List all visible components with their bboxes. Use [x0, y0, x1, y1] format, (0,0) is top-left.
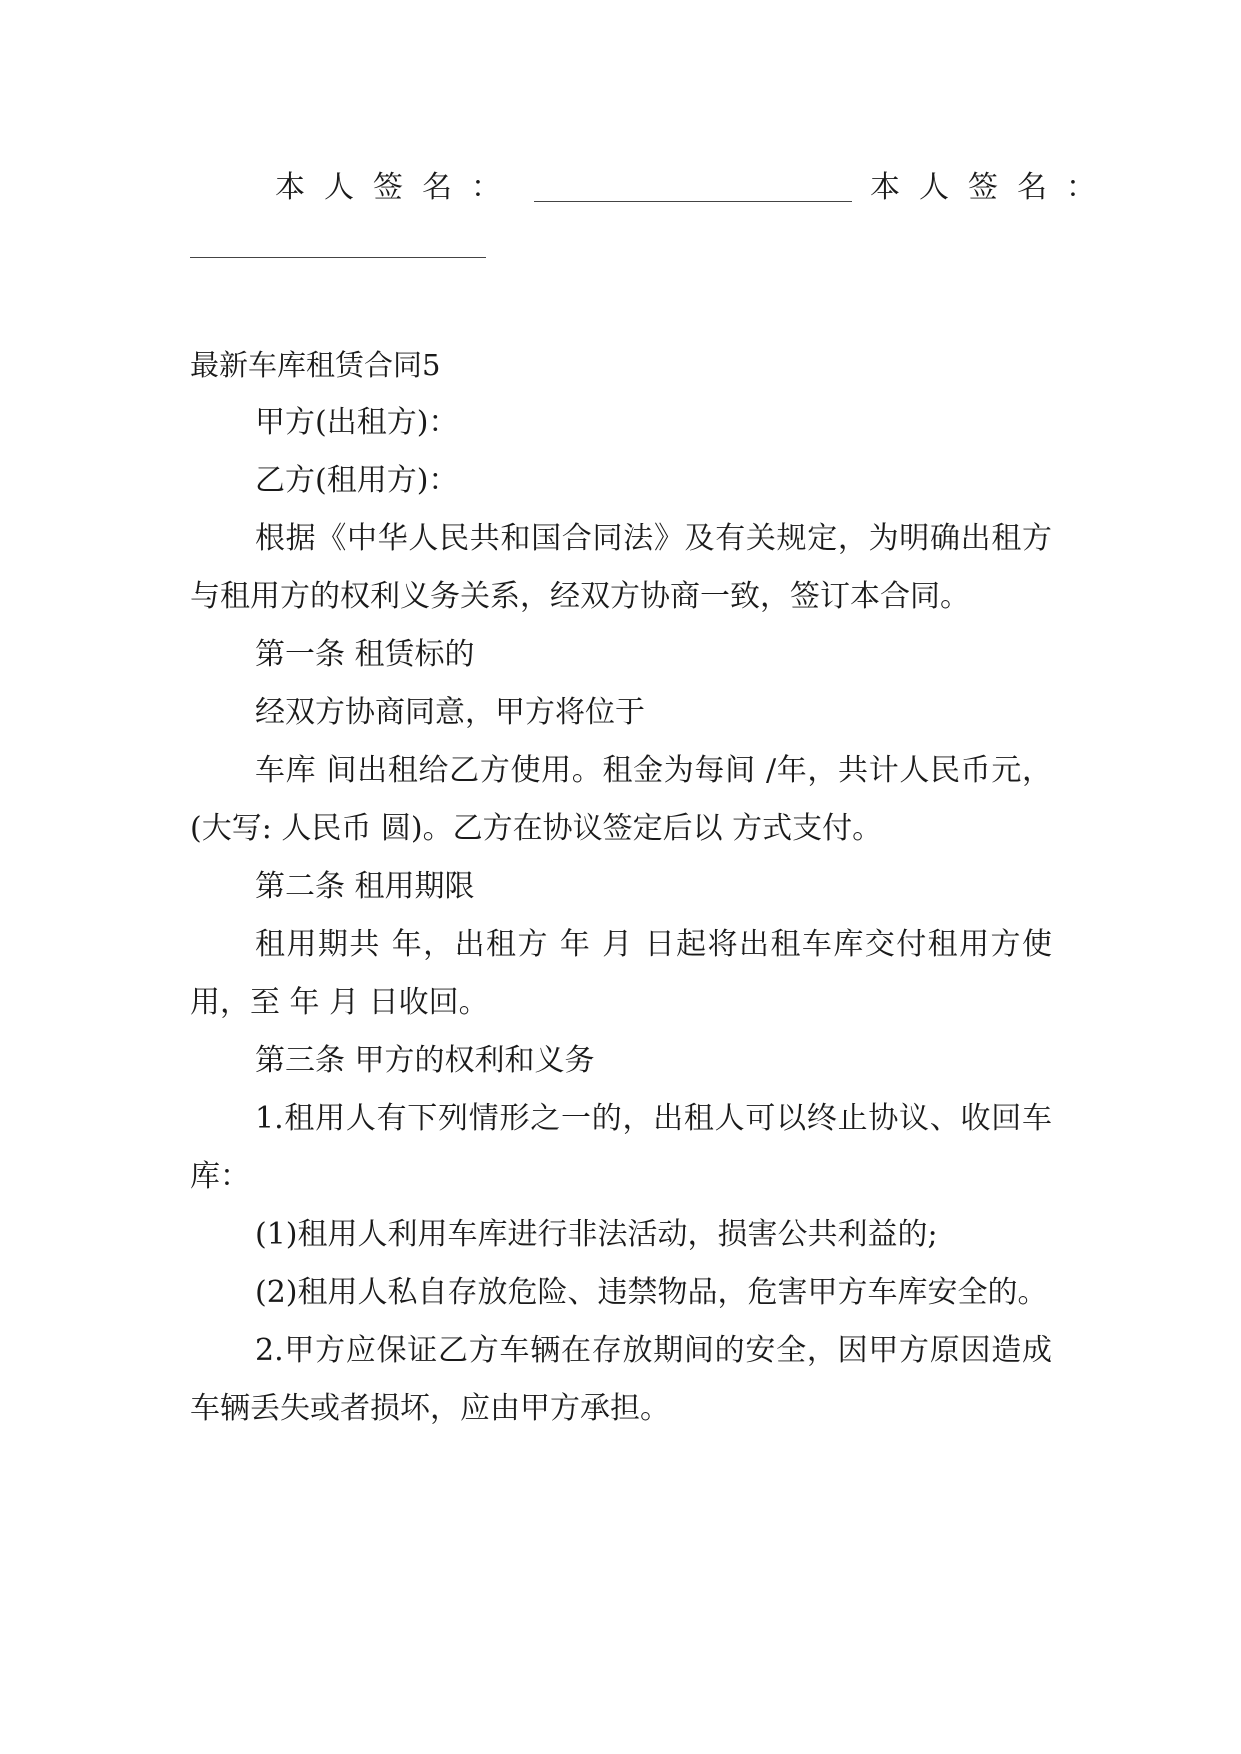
- article-2-heading: 第二条 租用期限: [255, 869, 475, 904]
- article-1-text-1: 经双方协商同意，甲方将位于: [255, 695, 645, 730]
- signature-label-1: 本人签名：: [275, 170, 520, 205]
- contract-body: [190, 336, 1052, 1438]
- article-3-heading: 第三条 甲方的权利和义务: [255, 1043, 595, 1078]
- article-3-item-1: 1.租用人有下列情形之一的，出租人可以终止协议、收回车库：: [190, 1101, 1052, 1194]
- document-title: 最新车库租赁合同5: [190, 348, 441, 382]
- paragraph-party-b: 乙方(租用方)：: [255, 463, 459, 498]
- article-3-item-1-sub-1: (1)租用人利用车库进行非法活动，损害公共利益的;: [255, 1217, 938, 1252]
- signature-row: [275, 166, 1115, 210]
- article-1-heading: 第一条 租赁标的: [255, 637, 475, 672]
- article-1-text-2: 车库 间出租给乙方使用。租金为每间 /年，共计人民币元，(大写: 人民币 圆)。乙方在协议签定后以 方式支付。: [190, 753, 1052, 846]
- signature-blank-1[interactable]: [534, 171, 852, 202]
- signature-label-2: 本人签名：: [870, 170, 1115, 205]
- paragraph-party-a: 甲方(出租方)：: [255, 405, 459, 440]
- article-2-text: 租用期共 年，出租方 年 月 日起将出租车库交付租用方使用，至 年 月 日收回。: [190, 927, 1052, 1020]
- signature-blank-2[interactable]: [190, 256, 486, 258]
- article-3-item-2: 2.甲方应保证乙方车辆在存放期间的安全，因甲方原因造成车辆丢失或者损坏，应由甲方承担。: [190, 1333, 1052, 1426]
- paragraph-preamble: 根据《中华人民共和国合同法》及有关规定，为明确出租方与租用方的权利义务关系，经双方协商一致，签订本合同。: [190, 521, 1052, 614]
- article-3-item-1-sub-2: (2)租用人私自存放危险、违禁物品，危害甲方车库安全的。: [255, 1275, 1048, 1310]
